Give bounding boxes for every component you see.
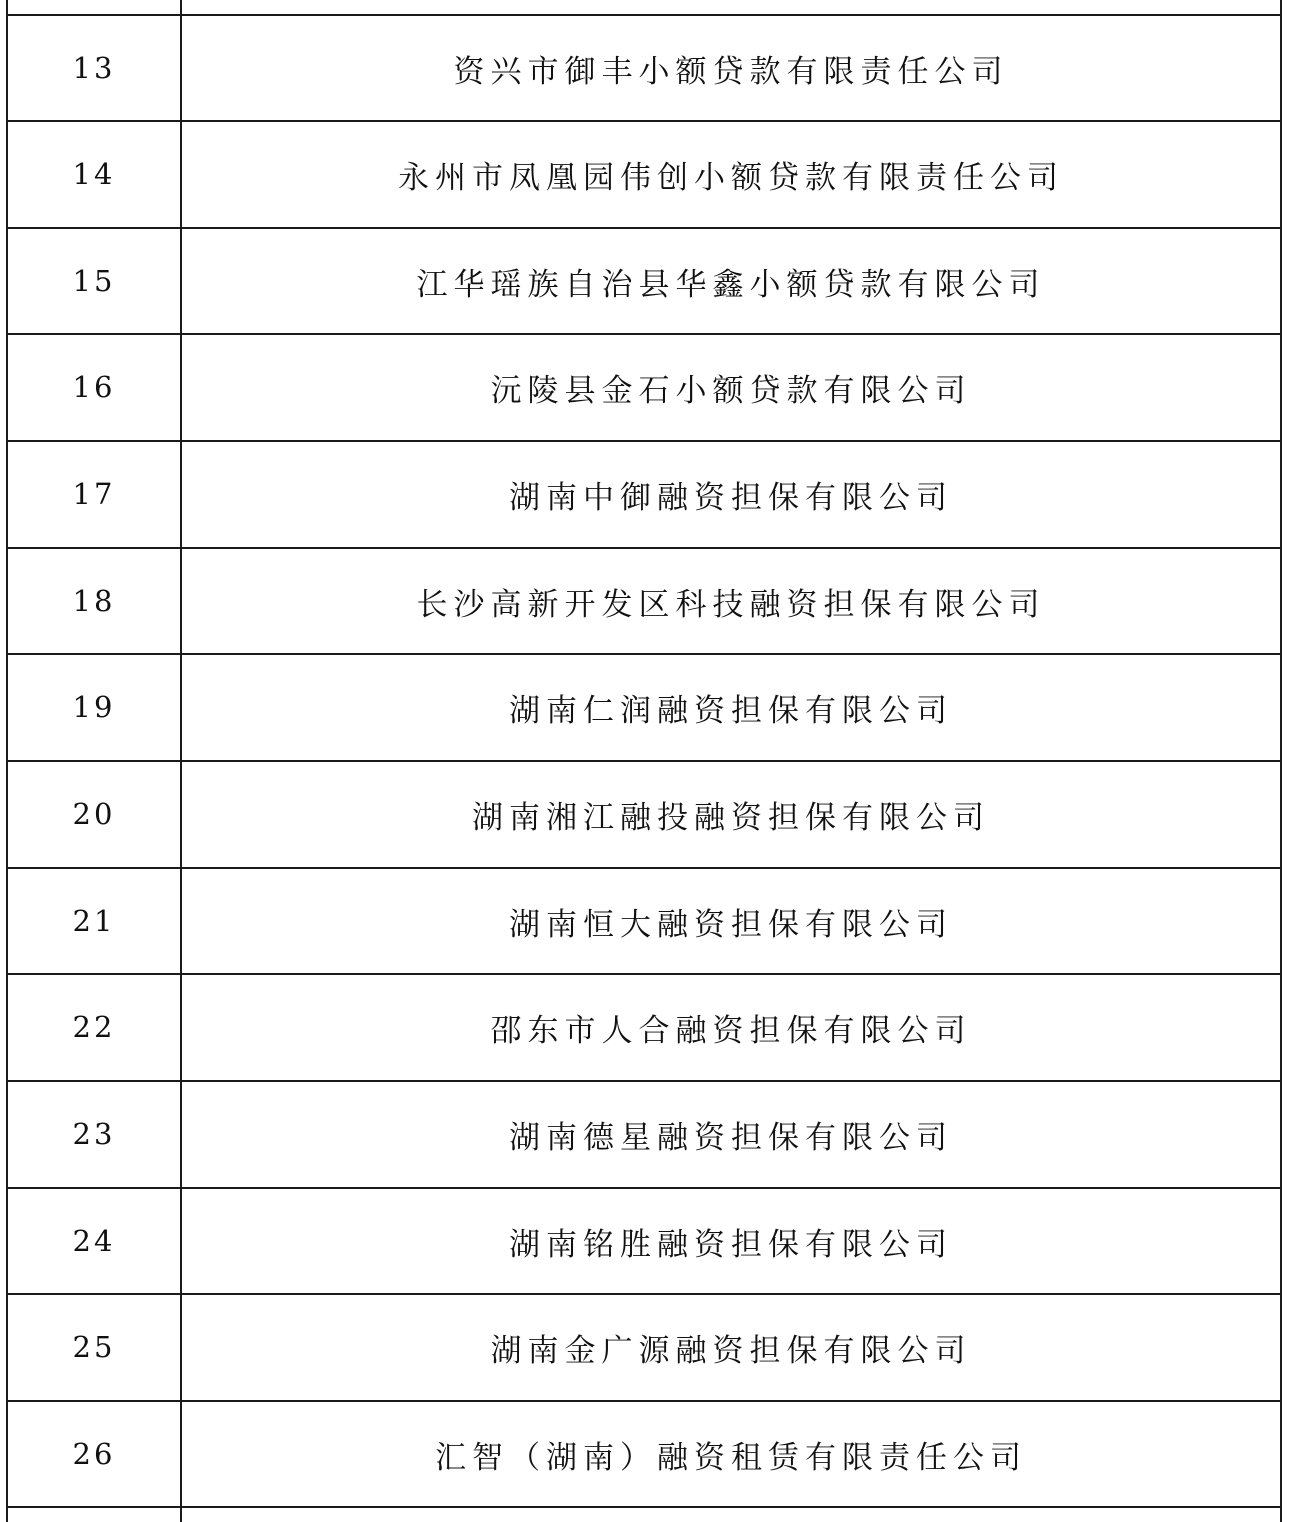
table-row (8, 1402, 1280, 1506)
row-number: 13 (72, 51, 116, 85)
company-name: 资兴市御丰小额贷款有限责任公司 (453, 53, 1009, 90)
company-name: 沅陵县金石小额贷款有限公司 (490, 372, 972, 409)
table-row (8, 16, 1280, 120)
table-row (8, 122, 1280, 226)
company-name: 湖南湘江融投融资担保有限公司 (472, 799, 990, 836)
company-name: 湖南金广源融资担保有限公司 (490, 1332, 972, 1369)
company-name: 湖南中御融资担保有限公司 (509, 479, 953, 516)
table-row (8, 869, 1280, 973)
table-row (8, 655, 1280, 759)
company-name: 湖南德星融资担保有限公司 (509, 1119, 953, 1156)
company-name: 湖南仁润融资担保有限公司 (509, 692, 953, 729)
table-row (8, 762, 1280, 866)
company-name: 湖南铭胜融资担保有限公司 (509, 1226, 953, 1263)
row-number: 23 (72, 1117, 116, 1151)
row-number: 16 (72, 370, 116, 404)
row-number: 19 (72, 690, 116, 724)
row-number: 22 (72, 1010, 116, 1044)
row-number: 21 (72, 904, 116, 938)
company-name: 湖南恒大融资担保有限公司 (509, 906, 953, 943)
company-name: 邵东市人合融资担保有限公司 (490, 1012, 972, 1049)
row-number: 15 (72, 264, 116, 298)
row-number: 20 (72, 797, 116, 831)
company-name: 长沙高新开发区科技融资担保有限公司 (416, 586, 1046, 623)
table-row (8, 975, 1280, 1079)
company-name: 江华瑶族自治县华鑫小额贷款有限公司 (416, 266, 1046, 303)
table-row (8, 335, 1280, 439)
row-number: 17 (72, 477, 116, 511)
row-number: 25 (72, 1330, 116, 1364)
company-table (6, 0, 1282, 1522)
table-row (8, 549, 1280, 653)
table-row (8, 1295, 1280, 1399)
row-divider (8, 1506, 1280, 1508)
row-number: 24 (72, 1224, 116, 1258)
table-row (8, 1189, 1280, 1293)
row-number: 26 (72, 1437, 116, 1471)
company-name: 汇智（湖南）融资租赁有限责任公司 (435, 1439, 1027, 1476)
row-number: 18 (72, 584, 116, 618)
company-name: 永州市凤凰园伟创小额贷款有限责任公司 (398, 159, 1064, 196)
table-row (8, 442, 1280, 546)
row-number: 14 (72, 157, 116, 191)
table-row (8, 229, 1280, 333)
table-row (8, 1082, 1280, 1186)
